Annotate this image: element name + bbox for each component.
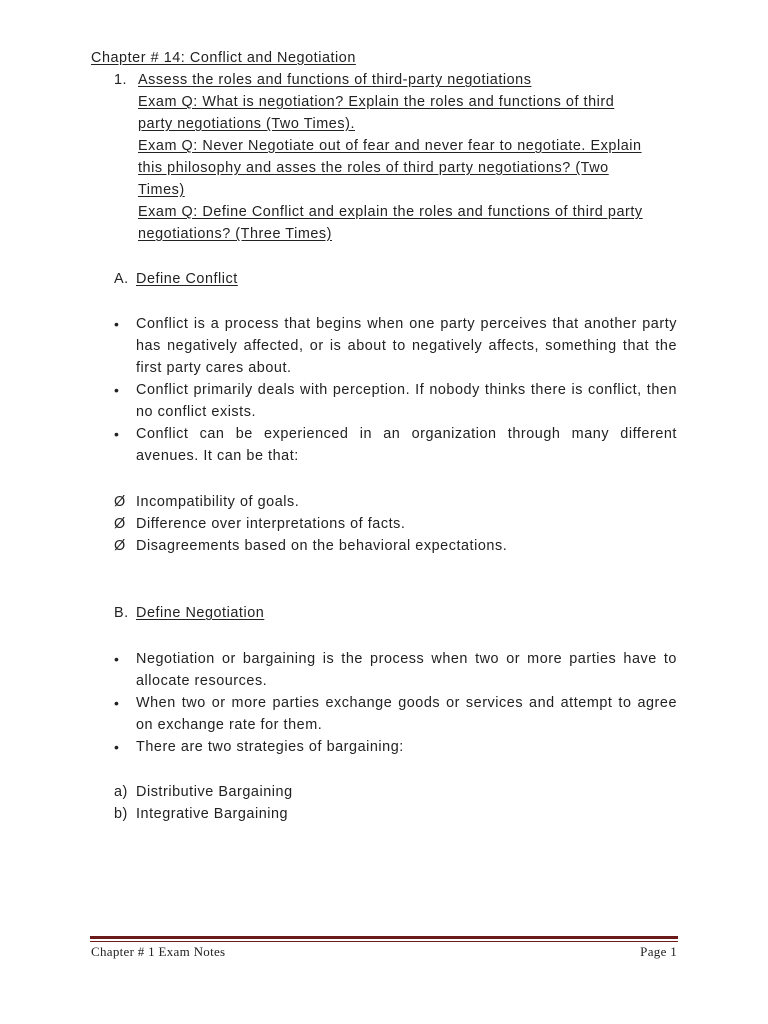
exam-question-1-line-2: party negotiations (Two Times). — [138, 116, 355, 132]
bullet-text: When two or more parties exchange goods or services and attempt to agree on exchange rate for them. — [136, 695, 677, 733]
list-item — [114, 648, 677, 692]
avenue-text: Disagreements based on the behavioral expectations. — [136, 538, 508, 554]
bullet-icon: • — [114, 739, 120, 755]
bullet-text: Negotiation or bargaining is the process when two or more parties have to allocate resources. — [136, 651, 677, 689]
section-a-letter: A. — [114, 271, 129, 287]
list-item — [114, 803, 293, 825]
list-item — [114, 535, 674, 557]
bullet-text: Conflict primarily deals with perception. If nobody thinks there is conflict, then no conflict exists. — [136, 382, 677, 420]
exam-question-3-line-1: Exam Q: Define Conflict and explain the roles and functions of third party — [138, 204, 643, 220]
section-b-heading — [114, 602, 264, 624]
arrow-bullet-icon: Ø — [114, 538, 126, 554]
list-item — [114, 423, 677, 467]
bullet-icon: • — [114, 382, 120, 398]
exam-question-2-line-3: Times) — [138, 182, 185, 198]
strategy-label: b) — [114, 806, 128, 822]
section-b-letter: B. — [114, 605, 129, 621]
section-b-title: Define Negotiation — [136, 605, 265, 621]
list-item — [114, 379, 677, 423]
footer-rule-thick — [90, 936, 678, 939]
section-a-title: Define Conflict — [136, 271, 238, 287]
exam-question-3-line-2: negotiations? (Three Times) — [138, 226, 333, 242]
bargaining-strategies-list — [114, 781, 293, 825]
bullet-icon: • — [114, 426, 120, 442]
question-heading: Assess the roles and functions of third-party negotiations — [138, 72, 532, 88]
arrow-bullet-icon: Ø — [114, 516, 126, 532]
bullet-icon: • — [114, 651, 120, 667]
bullet-text: Conflict can be experienced in an organization through many different avenues. It can be that: — [136, 426, 677, 464]
list-item — [114, 313, 677, 379]
question-item — [114, 69, 674, 245]
page-number: Page 1 — [640, 944, 677, 959]
exam-question-2-line-1: Exam Q: Never Negotiate out of fear and never fear to negotiate. Explain — [138, 138, 642, 154]
section-a-heading — [114, 268, 238, 290]
list-item — [114, 491, 674, 513]
exam-question-2-line-2: this philosophy and asses the roles of third party negotiations? (Two — [138, 160, 609, 176]
question-content — [138, 69, 674, 245]
conflict-avenues-list — [114, 491, 674, 557]
strategy-text: Integrative Bargaining — [136, 806, 289, 822]
list-item — [114, 692, 677, 736]
negotiation-bullet-list — [114, 648, 677, 758]
list-item — [114, 513, 674, 535]
bullet-text: Conflict is a process that begins when one party perceives that another party has negatively affected, or is about to negatively affects, something that the first party cares about. — [136, 316, 677, 376]
conflict-bullet-list — [114, 313, 677, 467]
footer-left-text: Chapter # 1 Exam Notes — [91, 944, 226, 959]
bullet-icon: • — [114, 316, 120, 332]
footer-rule-thin — [90, 941, 678, 942]
question-list — [114, 69, 674, 245]
strategy-label: a) — [114, 784, 128, 800]
exam-question-1-line-1: Exam Q: What is negotiation? Explain the roles and functions of third — [138, 94, 615, 110]
question-number: 1. — [114, 72, 128, 88]
list-item — [114, 736, 677, 758]
arrow-bullet-icon: Ø — [114, 494, 126, 510]
avenue-text: Difference over interpretations of facts. — [136, 516, 406, 532]
bullet-text: There are two strategies of bargaining: — [136, 739, 404, 755]
strategy-text: Distributive Bargaining — [136, 784, 293, 800]
avenue-text: Incompatibility of goals. — [136, 494, 300, 510]
bullet-icon: • — [114, 695, 120, 711]
list-item — [114, 781, 293, 803]
chapter-title: Chapter # 14: Conflict and Negotiation — [91, 50, 356, 66]
